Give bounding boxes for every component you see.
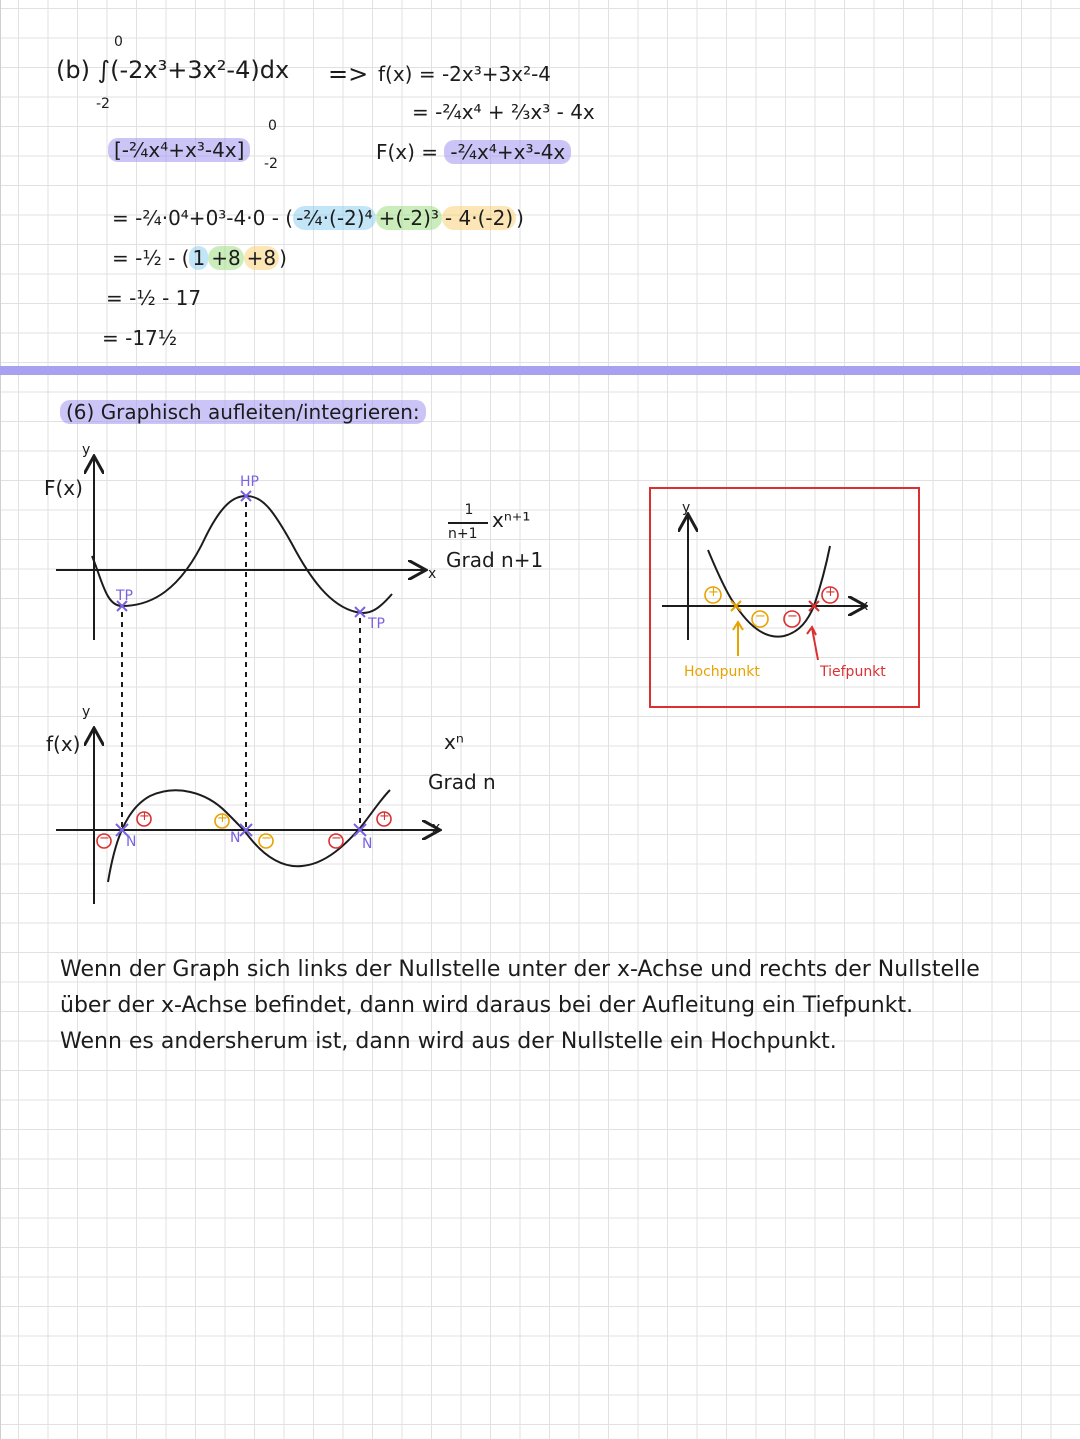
tp-right-label: TP: [368, 616, 385, 632]
zero-label-1: N: [126, 834, 137, 850]
inset-sign-plus-2: +: [825, 585, 836, 600]
calc-line-2-c: +8: [208, 246, 243, 270]
lower-x-label: x: [432, 820, 441, 836]
sign-minus-2: −: [261, 831, 272, 846]
hp-label: HP: [240, 474, 259, 490]
calc-line-2-d: +8: [244, 246, 279, 270]
sign-minus-3: −: [331, 831, 342, 846]
integral-expression: (b) ∫(-2x³+3x²-4)dx: [56, 56, 290, 84]
inset-sign-minus-1: −: [755, 609, 766, 624]
explanation-line-3: Wenn es andersherum ist, dann wird aus der Nullstelle ein Hochpunkt.: [60, 1029, 837, 1054]
calc-line-2-a: = -½ - (: [112, 246, 190, 270]
calc-line-4: = -17½: [102, 326, 178, 350]
lower-y-label: y: [82, 704, 91, 720]
calc-line-1-c: +(-2)³: [376, 206, 442, 230]
section-6-title-text: (6) Graphisch aufleiten/integrieren:: [60, 400, 426, 424]
inset-y-label: y: [682, 500, 691, 516]
formula-frac-num: 1: [464, 502, 474, 518]
tiefpunkt-label: Tiefpunkt: [820, 664, 886, 680]
upper-function-label: F(x): [44, 476, 83, 500]
calc-line-2-e: ): [279, 246, 287, 270]
f-curve: [108, 790, 390, 882]
lower-function-label: f(x): [46, 732, 81, 756]
formula-lower: xⁿ: [444, 730, 464, 754]
F-result-expression: -²⁄₄x⁴+x³-4x: [444, 140, 571, 164]
inset-sign-minus-2: −: [787, 609, 798, 624]
explanation-line-1: Wenn der Graph sich links der Nullstelle unter der x-Achse und rechts der Nullstelle: [60, 957, 980, 982]
sign-plus-3: +: [379, 809, 390, 824]
bracket-term: [-²⁄₄x⁴+x³-4x]: [108, 138, 250, 162]
calc-line-1-a: = -²⁄₄·0⁴+0³-4·0 - (: [112, 206, 294, 230]
zero-label-3: N: [362, 836, 373, 852]
f-antiderivative-step: = -²⁄₄x⁴ + ²⁄₃x³ - 4x: [412, 100, 595, 124]
f-definition: f(x) = -2x³+3x²-4: [378, 62, 552, 86]
sign-minus-1: −: [99, 831, 110, 846]
upper-x-label: x: [428, 566, 437, 582]
integral-upper-limit: 0: [114, 34, 123, 50]
degree-upper: Grad n+1: [446, 548, 544, 572]
formula-frac-den: n+1: [448, 526, 478, 542]
tp-left-label: TP: [116, 588, 133, 604]
calc-line-1-b: -²⁄₄·(-2)⁴: [293, 206, 376, 230]
explanation-paragraph: [60, 952, 1020, 1060]
implication-arrow: =>: [328, 60, 369, 88]
inset-curve: [708, 546, 830, 637]
degree-lower: Grad n: [428, 770, 496, 794]
calc-line-1-d: - 4·(-2): [442, 206, 516, 230]
sign-plus-2: +: [217, 811, 228, 826]
F-curve: [92, 496, 392, 613]
F-result-label: F(x) =: [376, 140, 445, 164]
calc-line-1-e: ): [516, 206, 524, 230]
calc-line-3: = -½ - 17: [106, 286, 202, 310]
formula-upper-power: xⁿ⁺¹: [492, 508, 531, 532]
upper-y-label: y: [82, 442, 91, 458]
integral-lower-limit: -2: [96, 96, 110, 112]
explanation-line-2: über der x-Achse befindet, dann wird daraus bei der Aufleitung ein Tiefpunkt.: [60, 993, 914, 1018]
hochpunkt-label: Hochpunkt: [684, 664, 760, 680]
inset-sign-plus-1: +: [708, 585, 719, 600]
projection-lines: [122, 502, 360, 828]
calc-line-2-b: 1: [189, 246, 208, 270]
sign-plus-1: +: [139, 809, 150, 824]
formula-frac-bar: [448, 522, 488, 524]
bracket-upper-limit: 0: [268, 118, 277, 134]
zero-label-2: N: [230, 830, 241, 846]
inset-x-label: x: [860, 598, 869, 614]
bracket-lower-limit: -2: [264, 156, 278, 172]
